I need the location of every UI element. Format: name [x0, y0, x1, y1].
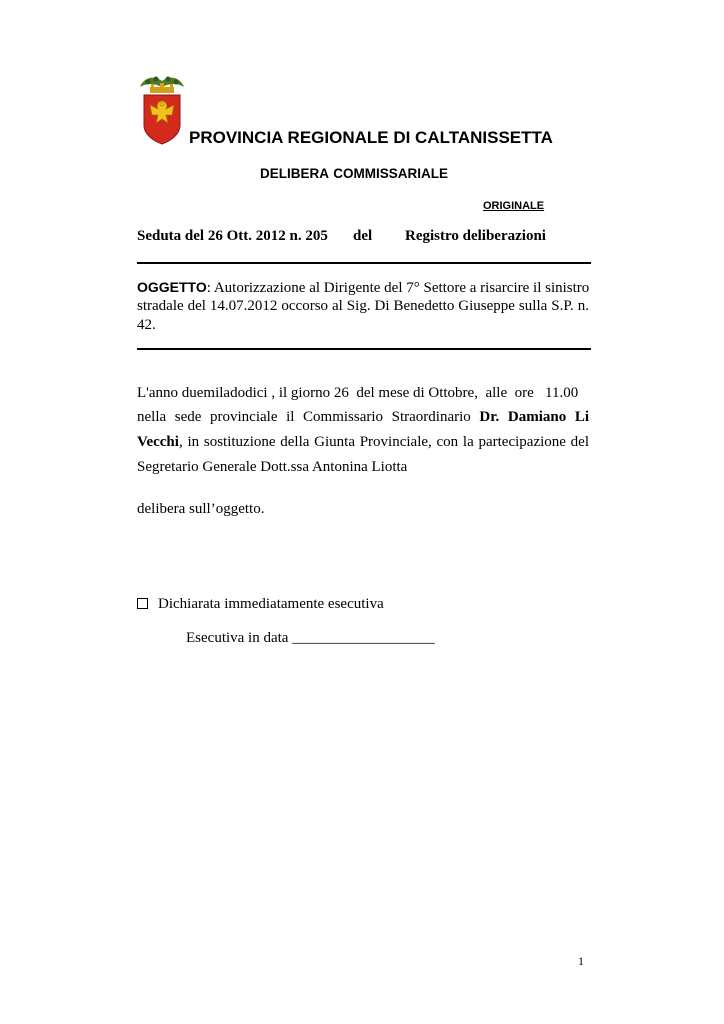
divider-bottom — [137, 348, 591, 350]
body-line-3 — [137, 434, 589, 451]
immediate-execution-checkbox[interactable] — [137, 598, 148, 609]
delibera-line: delibera sull’oggetto. — [137, 501, 265, 517]
divider-top — [137, 262, 591, 264]
subject-label: OGGETTO — [137, 279, 207, 295]
executive-date-field: Esecutiva in data ___________________ — [186, 630, 435, 646]
register-label: Registro deliberazioni — [405, 228, 546, 244]
subject-line-3: 42. — [137, 317, 156, 333]
body-line-2-text: nella sede provinciale il Commissario Straordinario — [137, 409, 480, 425]
body-line-3-text: , in sostituzione della Giunta Provinciale, con la partecipazione del — [178, 434, 589, 450]
organization-title: PROVINCIA REGIONALE DI CALTANISSETTA — [189, 128, 553, 147]
document-type-heading: DELIBERA COMMISSARIALE — [260, 166, 449, 181]
subject-text-1: : Autorizzazione al Dirigente del 7° Settore a risarcire il sinistro — [206, 280, 590, 296]
page-number: 1 — [578, 954, 584, 968]
body-line-1: L'anno duemiladodici , il giorno 26 del mese di Ottobre, alle ore 11.00 — [137, 385, 579, 401]
commissioner-name-part1: Dr. Damiano Li — [479, 409, 589, 425]
session-label: Seduta del 26 Ott. 2012 n. 205 — [137, 228, 328, 244]
body-line-4: Segretario Generale Dott.ssa Antonina Liotta — [137, 459, 408, 475]
immediate-execution-label: Dichiarata immediatamente esecutiva — [158, 596, 384, 612]
subject-line-2: stradale del 14.07.2012 occorso al Sig. Di Benedetto Giuseppe sulla S.P. n. — [137, 298, 589, 314]
session-del-label: del — [353, 228, 373, 244]
body-line-2 — [137, 409, 589, 426]
commissioner-name-part2: Vecchi — [137, 434, 179, 450]
original-copy-label: ORIGINALE — [483, 200, 545, 212]
subject-line-1 — [137, 278, 589, 298]
province-coat-of-arms-icon — [136, 75, 188, 145]
